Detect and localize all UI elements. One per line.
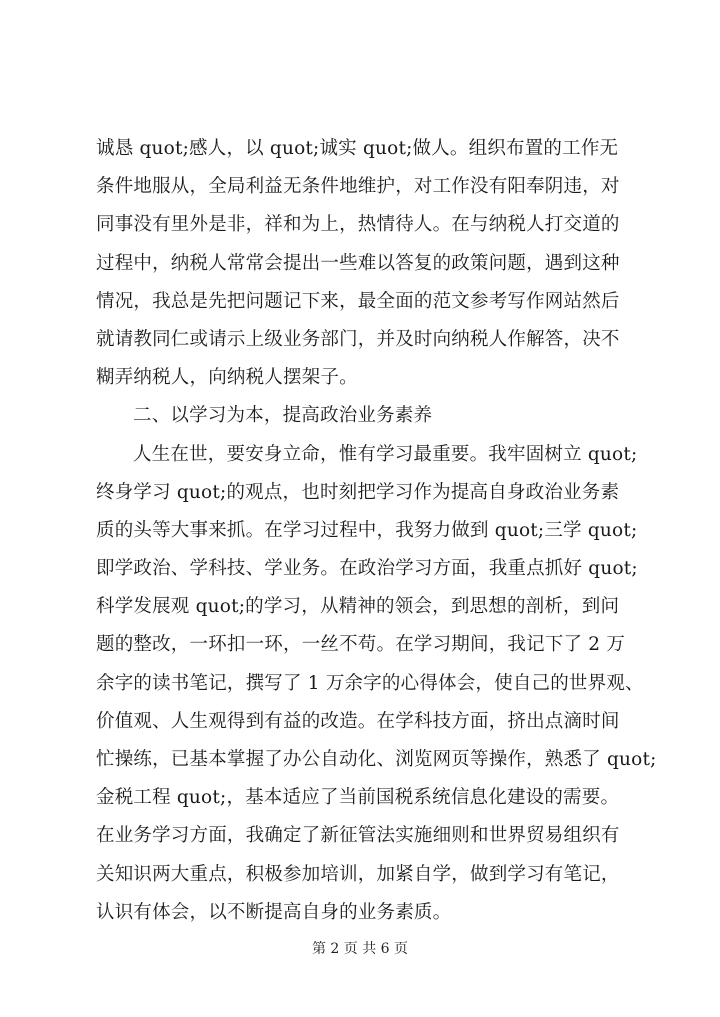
text-line: 诚恳 quot;感人，以 quot;诚实 quot;做人。组织布置的工作无 xyxy=(96,138,619,159)
text-line: 终身学习 quot;的观点，也时刻把学习作为提高自身政治业务素 xyxy=(96,481,620,503)
text-line: 过程中，纳税人常常会提出一些难以答复的政策问题，遇到这种 xyxy=(96,252,620,274)
text-line: 条件地服从，全局利益无条件地维护，对工作没有阳奉阴违，对 xyxy=(96,176,620,198)
text-line: 糊弄纳税人，向纳税人摆架子。 xyxy=(96,367,358,389)
text-line: 情况，我总是先把问题记下来，最全面的范文参考写作网站然后 xyxy=(96,290,620,312)
text-line: 价值观、人生观得到有益的改造。在学科技方面，挤出点滴时间 xyxy=(96,710,620,732)
text-line: 金税工程 quot;，基本适应了当前国税系统信息化建设的需要。 xyxy=(96,787,620,809)
text-line: 题的整改，一环扣一环，一丝不苟。在学习期间，我记下了 2 万 xyxy=(96,634,626,656)
text-line: 就请教同仁或请示上级业务部门，并及时向纳税人作解答，决不 xyxy=(96,328,620,350)
text-line: 关知识两大重点，积极参加培训，加紧自学，做到学习有笔记， xyxy=(96,863,620,885)
text-line: 同事没有里外是非，祥和为上，热情待人。在与纳税人打交道的 xyxy=(96,214,620,236)
text-line: 即学政治、学科技、学业务。在政治学习方面，我重点抓好 quot; xyxy=(96,558,638,580)
text-line: 质的头等大事来抓。在学习过程中，我努力做到 quot;三学 quot; xyxy=(96,519,638,541)
text-line: 余字的读书笔记，撰写了 1 万余字的心得体会，使自己的世界观、 xyxy=(96,672,644,694)
text-line: 认识有体会，以不断提高自身的业务素质。 xyxy=(96,901,452,923)
page-number-footer: 第 2 页 共 6 页 xyxy=(311,941,409,957)
text-line: 在业务学习方面，我确定了新征管法实施细则和世界贸易组织有 xyxy=(96,825,620,847)
document-body xyxy=(96,130,657,932)
text-line: 科学发展观 quot;的学习，从精神的领会，到思想的剖析，到问 xyxy=(96,596,620,618)
text-line: 忙操练，已基本掌握了办公自动化、浏览网页等操作，熟悉了 quot; xyxy=(96,749,657,770)
section-heading: 二、以学习为本，提高政治业务素养 xyxy=(133,405,433,427)
text-line: 人生在世，要安身立命，惟有学习最重要。我牢固树立 quot; xyxy=(133,443,638,465)
